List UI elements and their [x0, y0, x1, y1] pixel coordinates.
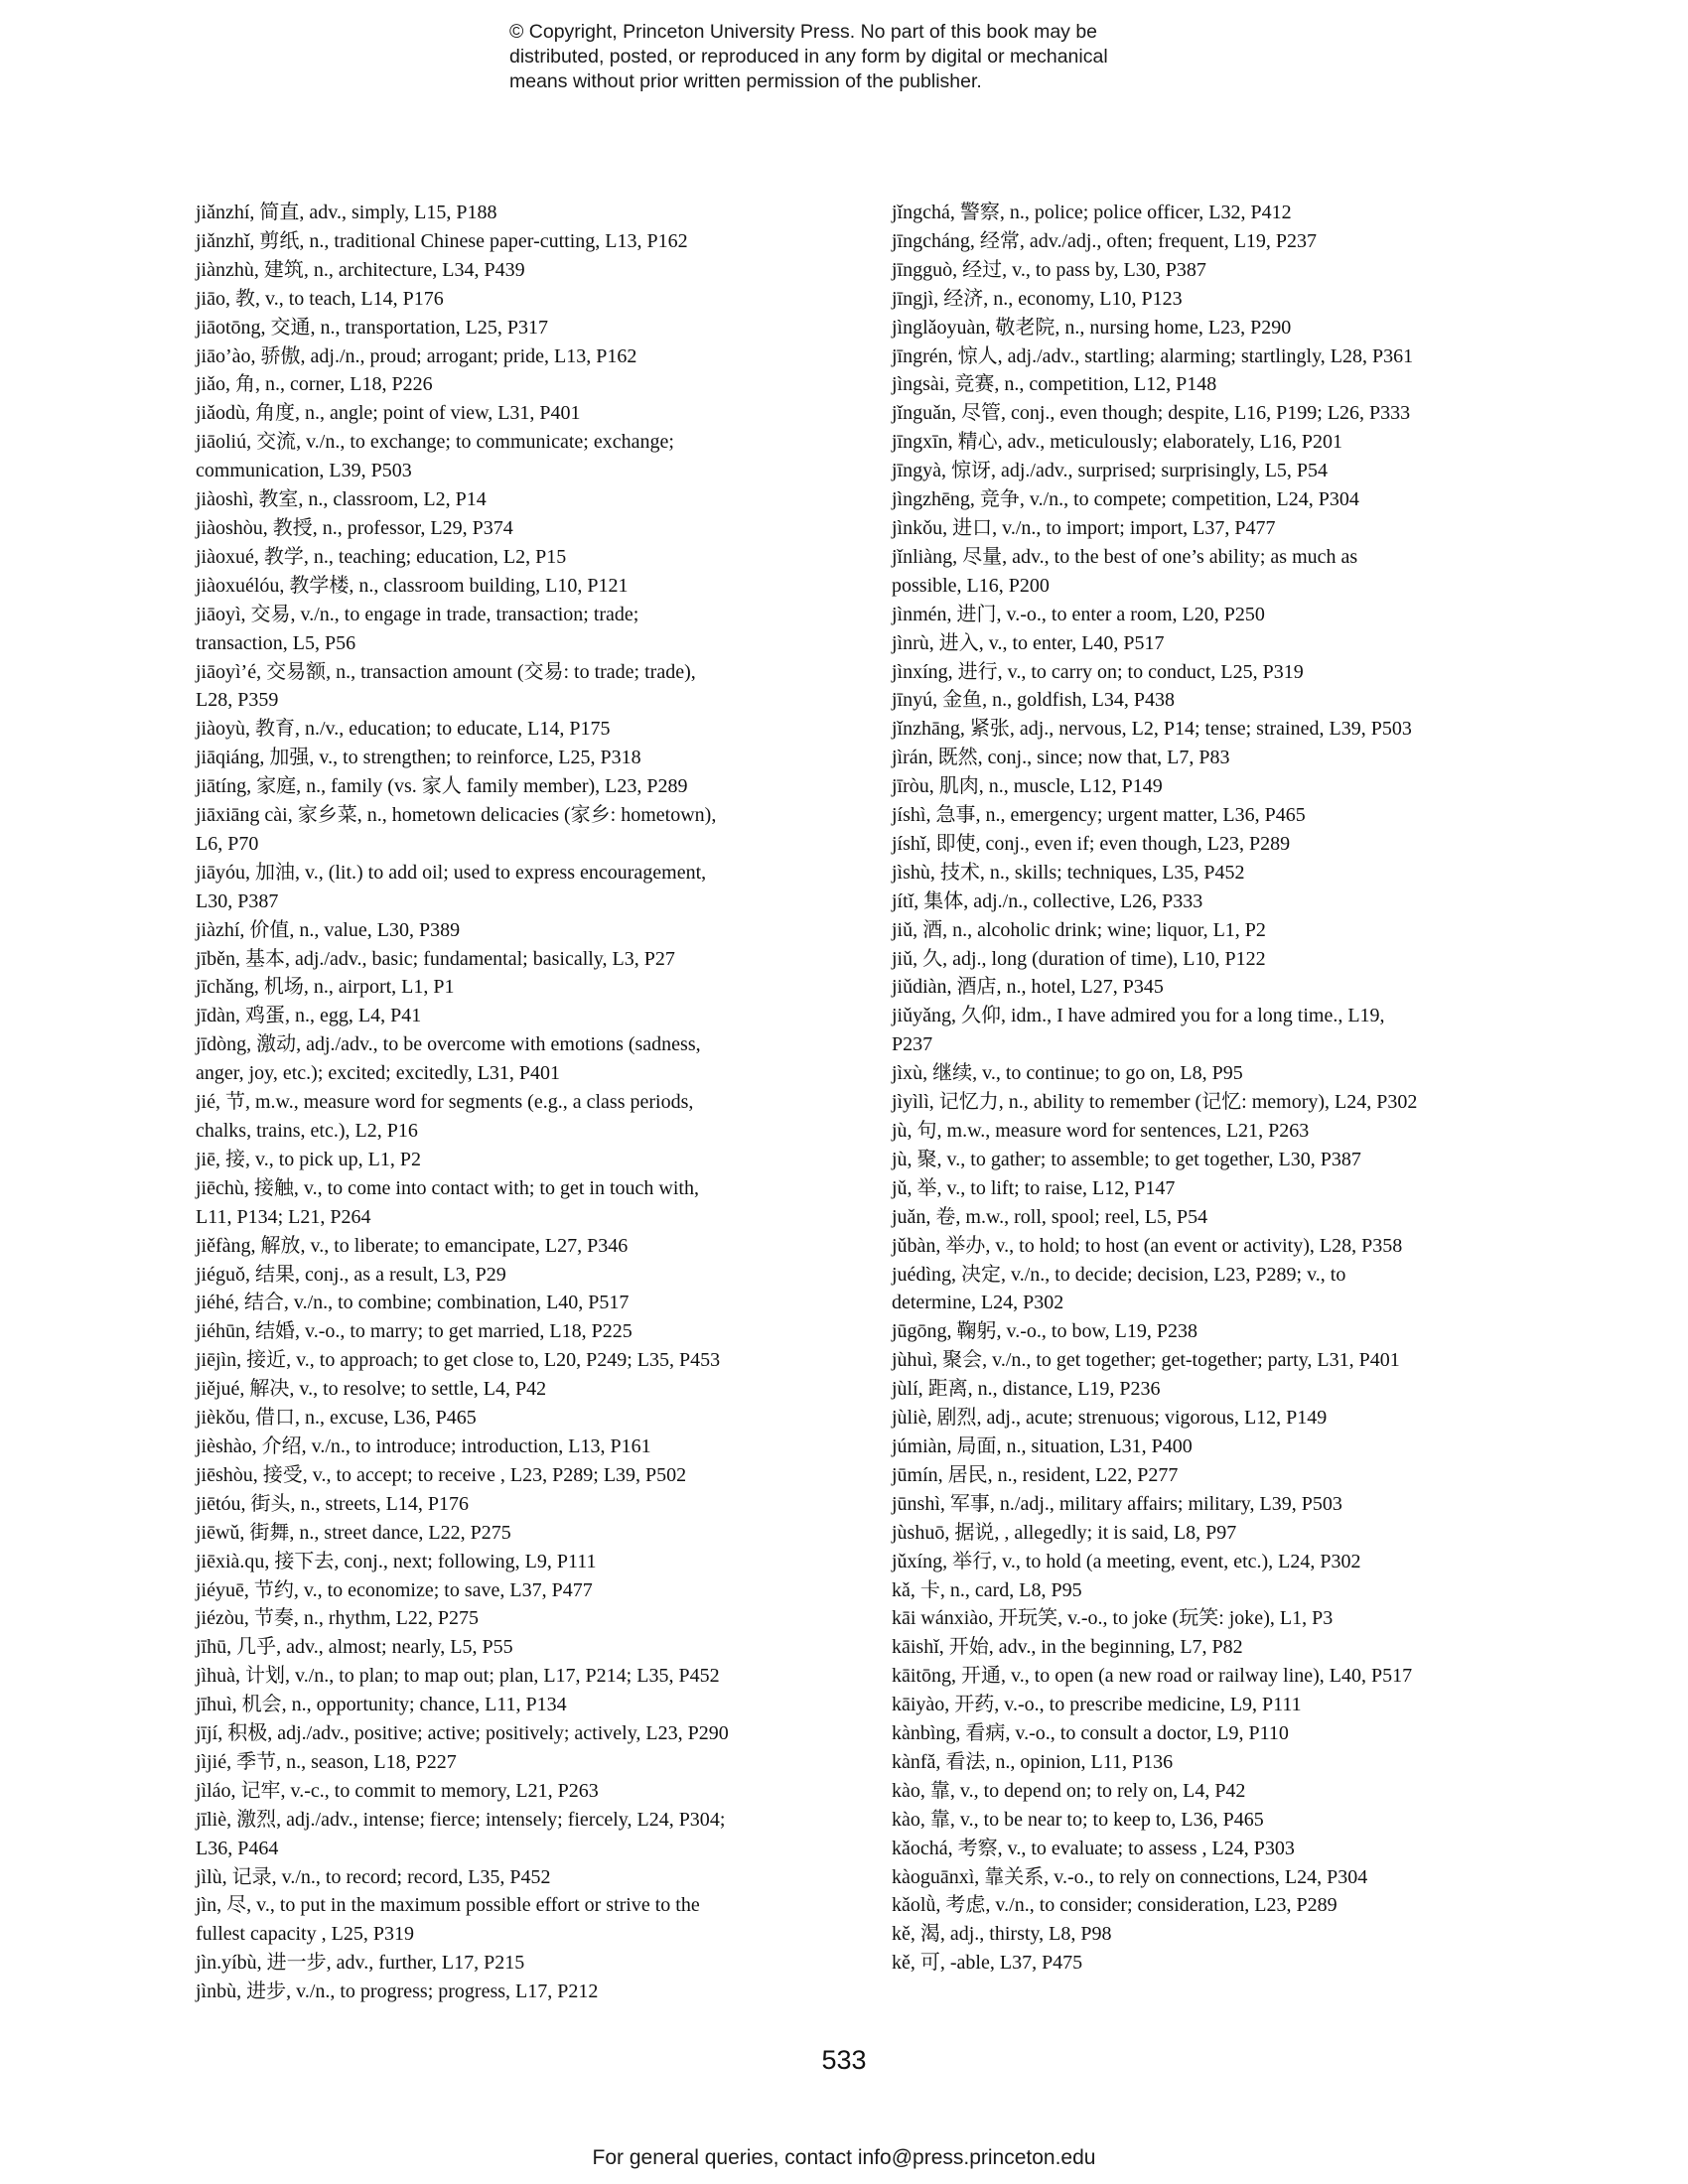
glossary-entry-line: kào, 靠, v., to be near to; to keep to, L36, P465 [892, 1808, 1264, 1831]
glossary-entry-line: jūnshì, 军事, n./adj., military affairs; military, L39, P503 [892, 1492, 1342, 1515]
glossary-entry-line: jiē, 接, v., to pick up, L1, P2 [196, 1148, 422, 1170]
glossary-entry-line: jié, 节, m.w., measure word for segments (e.g., a class periods, [196, 1091, 694, 1114]
glossary-entry-line: jièshào, 介绍, v./n., to introduce; introduction, L13, P161 [196, 1434, 651, 1457]
glossary-left-column [196, 199, 791, 2006]
glossary-entry-line: jǐngchá, 警察, n., police; police officer, L32, P412 [892, 202, 1292, 223]
glossary-entry-line: kànfǎ, 看法, n., opinion, L11, P136 [892, 1750, 1174, 1773]
glossary-entry-line: jùliè, 剧烈, adj., acute; strenuous; vigorous, L12, P149 [892, 1407, 1328, 1430]
glossary-entry-line: jiāoyì’é, 交易额, n., transaction amount (交易: to trade; trade), [196, 660, 696, 683]
glossary-entry-line: jùshuō, 据说, , allegedly; it is said, L8, P97 [892, 1521, 1237, 1544]
glossary-entry-line: jiézòu, 节奏, n., rhythm, L22, P275 [196, 1607, 479, 1630]
glossary-entry-line: jìhuà, 计划, v./n., to plan; to map out; plan, L17, P214; L35, P452 [196, 1665, 720, 1688]
glossary-entry-line: jiàoshòu, 教授, n., professor, L29, P374 [196, 516, 513, 539]
glossary-entry-line: jiàoshì, 教室, n., classroom, L2, P14 [196, 488, 487, 511]
glossary-entry-line: jiētóu, 街头, n., streets, L14, P176 [196, 1492, 469, 1515]
glossary-entry-line: jiāoyì, 交易, v./n., to engage in trade, transaction; trade; [196, 603, 639, 625]
glossary-entry-line: kāishǐ, 开始, adv., in the beginning, L7, P82 [892, 1636, 1243, 1659]
glossary-entry-line: jīngcháng, 经常, adv./adj., often; frequent, L19, P237 [892, 229, 1318, 252]
glossary-entry-line: jīliè, 激烈, adj./adv., intense; fierce; intensely; fiercely, L24, P304; [196, 1808, 726, 1831]
glossary-entry-line: jìjié, 季节, n., season, L18, P227 [196, 1750, 457, 1773]
glossary-entry-line: chalks, trains, etc.), L2, P16 [196, 1120, 418, 1142]
glossary-entry-line: jūmín, 居民, n., resident, L22, P277 [892, 1463, 1179, 1486]
glossary-entry-line: kāitōng, 开通, v., to open (a new road or railway line), L40, P517 [892, 1665, 1413, 1688]
glossary-entry-line: jiāotōng, 交通, n., transportation, L25, P317 [196, 316, 548, 339]
glossary-entry-line: jiāqiáng, 加强, v., to strengthen; to reinforce, L25, P318 [196, 747, 641, 769]
glossary-entry-line: jìnglǎoyuàn, 敬老院, n., nursing home, L23, P290 [892, 316, 1292, 339]
glossary-entry-line: jiātíng, 家庭, n., family (vs. 家人 family member), L23, P289 [196, 775, 688, 798]
glossary-entry-line: júmiàn, 局面, n., situation, L31, P400 [892, 1434, 1193, 1457]
glossary-entry-line: kě, 渴, adj., thirsty, L8, P98 [892, 1923, 1112, 1946]
glossary-entry-line: L36, P464 [196, 1837, 279, 1859]
glossary-entry-line: jiéhé, 结合, v./n., to combine; combination, L40, P517 [196, 1292, 630, 1314]
glossary-entry-line: jìnrù, 进入, v., to enter, L40, P517 [892, 631, 1165, 654]
glossary-entry-line: kǎochá, 考察, v., to evaluate; to assess , L24, P303 [892, 1837, 1295, 1859]
glossary-entry-line: jǔbàn, 举办, v., to hold; to host (an event or activity), L28, P358 [892, 1234, 1403, 1257]
glossary-entry-line: jiànzhù, 建筑, n., architecture, L34, P439 [196, 258, 525, 281]
glossary-entry-line: L30, P387 [196, 889, 279, 912]
glossary-entry-line: jiéhūn, 结婚, v.-o., to marry; to get married, L18, P225 [196, 1320, 633, 1343]
glossary-entry-line: kǎ, 卡, n., card, L8, P95 [892, 1578, 1082, 1601]
glossary-entry-line: jiēchù, 接触, v., to come into contact with; to get in touch with, [196, 1176, 699, 1199]
glossary-entry-line: kào, 靠, v., to depend on; to rely on, L4, P42 [892, 1779, 1246, 1802]
glossary-entry-line: jiàoxuélóu, 教学楼, n., classroom building, L10, P121 [196, 574, 629, 597]
glossary-entry-line: jìnbù, 进步, v./n., to progress; progress, L17, P212 [196, 1980, 599, 2003]
footer-contact: For general queries, contact info@press.princeton.edu [592, 2146, 1096, 2169]
glossary-entry-line: jīběn, 基本, adj./adv., basic; fundamental; basically, L3, P27 [196, 947, 675, 970]
page-number: 533 [821, 2045, 867, 2075]
glossary-entry-line: jítǐ, 集体, adj./n., collective, L26, P333 [892, 889, 1203, 912]
glossary-entry-line: jiāo, 教, v., to teach, L14, P176 [196, 287, 444, 310]
glossary-entry-line: jiāoliú, 交流, v./n., to exchange; to communicate; exchange; [196, 431, 674, 454]
copyright-notice [509, 20, 1224, 94]
glossary-entry-line: jīngguò, 经过, v., to pass by, L30, P387 [892, 258, 1206, 281]
glossary-entry-line: jíshǐ, 即使, conj., even if; even though, L23, P289 [892, 832, 1291, 855]
glossary-entry-line: jìngsài, 竞赛, n., competition, L12, P148 [892, 373, 1217, 396]
glossary-right-column [892, 199, 1487, 1978]
glossary-entry-line: jìlù, 记录, v./n., to record; record, L35, P452 [196, 1865, 551, 1888]
glossary-entry-line: jǔ, 举, v., to lift; to raise, L12, P147 [892, 1176, 1176, 1199]
glossary-entry-line: jīchǎng, 机场, n., airport, L1, P1 [196, 976, 455, 999]
glossary-entry-line: jiějué, 解决, v., to resolve; to settle, L4, P42 [196, 1378, 547, 1401]
glossary-entry-line: kě, 可, -able, L37, P475 [892, 1952, 1083, 1975]
glossary-entry-line: juǎn, 卷, m.w., roll, spool; reel, L5, P54 [892, 1205, 1208, 1228]
copyright-line: © Copyright, Princeton University Press. No part of this book may be [509, 21, 1098, 43]
glossary-entry-line: jìxù, 继续, v., to continue; to go on, L8, P95 [892, 1062, 1243, 1085]
glossary-entry-line: jǐnliàng, 尽量, adv., to the best of one’s ability; as much as [892, 545, 1358, 568]
glossary-entry-line: jiāo’ào, 骄傲, adj./n., proud; arrogant; pride, L13, P162 [196, 344, 637, 367]
glossary-entry-line: jìyìlì, 记忆力, n., ability to remember (记忆: memory), L24, P302 [892, 1091, 1418, 1114]
glossary-entry-line: jīdòng, 激动, adj./adv., to be overcome with emotions (sadness, [196, 1033, 701, 1056]
glossary-entry-line: jìshù, 技术, n., skills; techniques, L35, P452 [892, 861, 1245, 884]
glossary-entry-line: kāiyào, 开药, v.-o., to prescribe medicine, L9, P111 [892, 1694, 1302, 1716]
glossary-entry-line: jìrán, 既然, conj., since; now that, L7, P83 [892, 747, 1230, 769]
glossary-entry-line: jiǎodù, 角度, n., angle; point of view, L31, P401 [196, 402, 581, 425]
glossary-entry-line: juédìng, 决定, v./n., to decide; decision, L23, P289; v., to [892, 1263, 1346, 1286]
glossary-entry-line: jièkǒu, 借口, n., excuse, L36, P465 [196, 1407, 477, 1430]
glossary-entry-line: jìn, 尽, v., to put in the maximum possible effort or strive to the [196, 1894, 700, 1917]
glossary-entry-line: jìngzhēng, 竞争, v./n., to compete; competition, L24, P304 [892, 488, 1359, 511]
glossary-entry-line: jiēwǔ, 街舞, n., street dance, L22, P275 [196, 1521, 511, 1544]
glossary-entry-line: kànbìng, 看病, v.-o., to consult a doctor, L9, P110 [892, 1722, 1289, 1745]
glossary-entry-line: jiǎo, 角, n., corner, L18, P226 [196, 373, 433, 396]
glossary-entry-line: jíshì, 急事, n., emergency; urgent matter, L36, P465 [892, 804, 1306, 827]
glossary-entry-line: communication, L39, P503 [196, 460, 412, 482]
glossary-entry-line: jùhuì, 聚会, v./n., to get together; get-together; party, L31, P401 [892, 1349, 1400, 1372]
glossary-entry-line: P237 [892, 1033, 933, 1056]
glossary-entry-line: determine, L24, P302 [892, 1292, 1064, 1314]
glossary-entry-line: jiàzhí, 价值, n., value, L30, P389 [196, 918, 461, 941]
glossary-entry-line: jiěfàng, 解放, v., to liberate; to emancipate, L27, P346 [196, 1234, 629, 1257]
glossary-entry-line: jīngxīn, 精心, adv., meticulously; elaborately, L16, P201 [892, 431, 1343, 454]
glossary-entry-line: jiǔdiàn, 酒店, n., hotel, L27, P345 [892, 976, 1164, 999]
glossary-entry-line: jìn.yíbù, 进一步, adv., further, L17, P215 [196, 1952, 525, 1975]
glossary-entry-line: L6, P70 [196, 832, 259, 855]
glossary-entry-line: jù, 句, m.w., measure word for sentences, L21, P263 [892, 1120, 1310, 1142]
glossary-entry-line: kàoguānxì, 靠关系, v.-o., to rely on connections, L24, P304 [892, 1865, 1368, 1888]
glossary-entry-line: jīhuì, 机会, n., opportunity; chance, L11, P134 [196, 1694, 567, 1716]
glossary-entry-line: jīdàn, 鸡蛋, n., egg, L4, P41 [196, 1005, 422, 1027]
glossary-entry-line: jiēxià.qu, 接下去, conj., next; following, L9, P111 [196, 1550, 597, 1572]
copyright-line: means without prior written permission of the publisher. [509, 70, 982, 92]
glossary-entry-line: jīròu, 肌肉, n., muscle, L12, P149 [892, 775, 1163, 798]
glossary-entry-line: jùlí, 距离, n., distance, L19, P236 [892, 1378, 1161, 1401]
glossary-entry-line: jiéyuē, 节约, v., to economize; to save, L37, P477 [196, 1578, 593, 1601]
glossary-entry-line: transaction, L5, P56 [196, 631, 356, 654]
glossary-entry-line: fullest capacity , L25, P319 [196, 1923, 414, 1946]
glossary-entry-line: jīngjì, 经济, n., economy, L10, P123 [892, 287, 1183, 310]
glossary-entry-line: jiàoyù, 教育, n./v., education; to educate, L14, P175 [196, 718, 611, 741]
glossary-entry-line: jǐnguǎn, 尽管, conj., even though; despite, L16, P199; L26, P333 [892, 402, 1411, 425]
glossary-entry-line: jiāxiāng cài, 家乡菜, n., hometown delicacies (家乡: hometown), [196, 804, 717, 827]
glossary-entry-line: jiǎnzhí, 简直, adv., simply, L15, P188 [196, 202, 497, 223]
glossary-entry-line: jūgōng, 鞠躬, v.-o., to bow, L19, P238 [892, 1320, 1197, 1343]
glossary-entry-line: jiēshòu, 接受, v., to accept; to receive , L23, P289; L39, P502 [196, 1463, 687, 1486]
glossary-entry-line: jù, 聚, v., to gather; to assemble; to get together, L30, P387 [892, 1148, 1361, 1170]
glossary-entry-line: jiǔyǎng, 久仰, idm., I have admired you for a long time., L19, [892, 1005, 1385, 1027]
glossary-entry-line: jǐnzhāng, 紧张, adj., nervous, L2, P14; tense; strained, L39, P503 [892, 718, 1412, 741]
glossary-entry-line: anger, joy, etc.); excited; excitedly, L31, P401 [196, 1062, 561, 1085]
glossary-entry-line: jīnyú, 金鱼, n., goldfish, L34, P438 [892, 689, 1176, 712]
glossary-entry-line: jiàoxué, 教学, n., teaching; education, L2, P15 [196, 545, 567, 568]
glossary-entry-line: jǔxíng, 举行, v., to hold (a meeting, event, etc.), L24, P302 [892, 1550, 1361, 1572]
glossary-entry-line: jīngrén, 惊人, adj./adv., startling; alarming; startlingly, L28, P361 [892, 344, 1414, 367]
glossary-entry-line: jìláo, 记牢, v.-c., to commit to memory, L21, P263 [196, 1779, 599, 1802]
glossary-entry-line: jiǎnzhǐ, 剪纸, n., traditional Chinese paper-cutting, L13, P162 [196, 229, 688, 252]
glossary-entry-line: jīhū, 几乎, adv., almost; nearly, L5, P55 [196, 1636, 513, 1659]
glossary-entry-line: jiéguǒ, 结果, conj., as a result, L3, P29 [196, 1263, 506, 1286]
glossary-entry-line: possible, L16, P200 [892, 574, 1050, 597]
glossary-entry-line: jiāyóu, 加油, v., (lit.) to add oil; used to express encouragement, [196, 861, 707, 884]
glossary-entry-line: L11, P134; L21, P264 [196, 1205, 371, 1228]
glossary-entry-line: jiǔ, 酒, n., alcoholic drink; wine; liquor, L1, P2 [892, 918, 1266, 941]
glossary-entry-line: jìnmén, 进门, v.-o., to enter a room, L20, P250 [892, 603, 1265, 625]
glossary-entry-line: L28, P359 [196, 689, 279, 712]
glossary-entry-line: jīngyà, 惊讶, adj./adv., surprised; surprisingly, L5, P54 [892, 460, 1329, 482]
glossary-entry-line: kǎolǜ, 考虑, v./n., to consider; consideration, L23, P289 [892, 1894, 1337, 1917]
glossary-entry-line: jìnkǒu, 进口, v./n., to import; import, L37, P477 [892, 516, 1276, 539]
glossary-entry-line: jiējìn, 接近, v., to approach; to get close to, L20, P249; L35, P453 [196, 1349, 721, 1372]
glossary-entry-line: jījí, 积极, adj./adv., positive; active; positively; actively, L23, P290 [196, 1722, 729, 1745]
glossary-entry-line: kāi wánxiào, 开玩笑, v.-o., to joke (玩笑: joke), L1, P3 [892, 1607, 1334, 1630]
glossary-entry-line: jiǔ, 久, adj., long (duration of time), L10, P122 [892, 947, 1266, 970]
copyright-line: distributed, posted, or reproduced in any form by digital or mechanical [509, 46, 1108, 68]
glossary-entry-line: jìnxíng, 进行, v., to carry on; to conduct, L25, P319 [892, 660, 1304, 683]
